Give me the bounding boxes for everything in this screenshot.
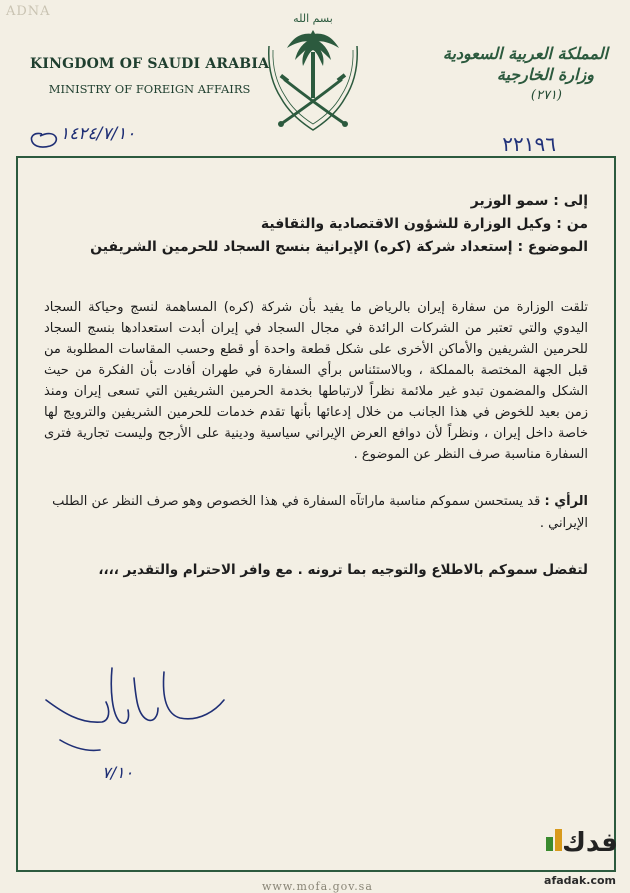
ministry-code: (٢٧١) [530, 88, 562, 103]
handwritten-reference-number: ٢٢١٩٦ [502, 132, 556, 156]
body-paragraph: تلقت الوزارة من سفارة إيران بالرياض ما يفيد بأن شركة (كره) المساهمة لنسج وحياكة السجاد اليدوي والتي تعتبر من الشركات الرائدة في مجال السجاد في إيران أبدت استعدادها بنسج السجاد للحرمين الشريفين والأماكن الأخرى على شكل قطعة واحدة أو قطع وحسب المقاسات المطلوبة من قبل الجهة المختصة بالمملكة ، وبالاستئناس برأي السفارة في طهران أفادت بأن الفكرة من حيث الشكل والمضمون تبدو غير ملائمة نظراً لارتباطها بخدمة الحرمين الشريفين التي تسعى إيران ومنذ زمن بعيد للخوض في هذا الجانب من خلال إدعائها بأنها تقدم خدمات للحرمين الشريفين والترويج لها خاصة داخل إيران ، ونظراً لأن دوافع العرض الإيراني سياسية ودينية على الأرجح وليست تجارية فترى السفارة مناسبة صرف النظر عن الموضوع . [44, 300, 588, 462]
to-line [44, 190, 588, 213]
subject-label: الموضوع : [517, 239, 588, 255]
kingdom-name-ar: المملكة العربية السعودية [442, 44, 608, 63]
watermark-logo-text: فدك [562, 828, 618, 858]
from-line [44, 213, 588, 236]
to-label: إلى : [553, 193, 588, 209]
corner-mark: ΑDΝΑ [6, 4, 51, 19]
to-value: سمو الوزير [470, 193, 549, 209]
from-value: وكيل الوزارة للشؤون الاقتصادية والثقافية [260, 216, 552, 232]
fadak-logo-icon [542, 815, 620, 871]
svg-text:بسم الله: بسم الله [293, 12, 333, 25]
closing-line: لتفضل سموكم بالاطلاع والتوجيه بما ترونه . مع وافر الاحترام والتقدير ،،،، [98, 562, 588, 578]
opinion-text: قد يستحسن سموكم مناسبة ماراتآه السفارة في هذا الخصوص وهو صرف النظر عن الطلب الإيراني . [52, 494, 588, 531]
signature-date: ٧/١٠ [102, 763, 134, 782]
opinion-label: الرأي : [544, 494, 588, 509]
ministry-name-en: MINISTRY OF FOREIGN AFFAIRS [48, 82, 251, 96]
handwritten-date: ١٤٢٤/٧/١٠ [60, 124, 136, 144]
memo-content [44, 190, 588, 581]
subject-line [44, 236, 588, 259]
kingdom-name-en: KINGDOM OF SAUDI ARABIA [30, 56, 270, 72]
handwritten-signature [40, 660, 230, 790]
ministry-header-ar [443, 44, 608, 103]
subject-value: إستعداد شركة (كره) الإيرانية بنسج السجاد للحرمين الشريفين [90, 239, 513, 255]
footer-url: www.mofa.gov.sa [262, 880, 373, 893]
ministry-name-ar: وزارة الخارجية [496, 65, 594, 84]
ministry-header-en [30, 56, 269, 96]
watermark-site: afadak.com [544, 874, 616, 887]
from-label: من : [556, 216, 588, 232]
saudi-emblem-icon [261, 6, 365, 142]
opinion-paragraph [44, 491, 588, 535]
